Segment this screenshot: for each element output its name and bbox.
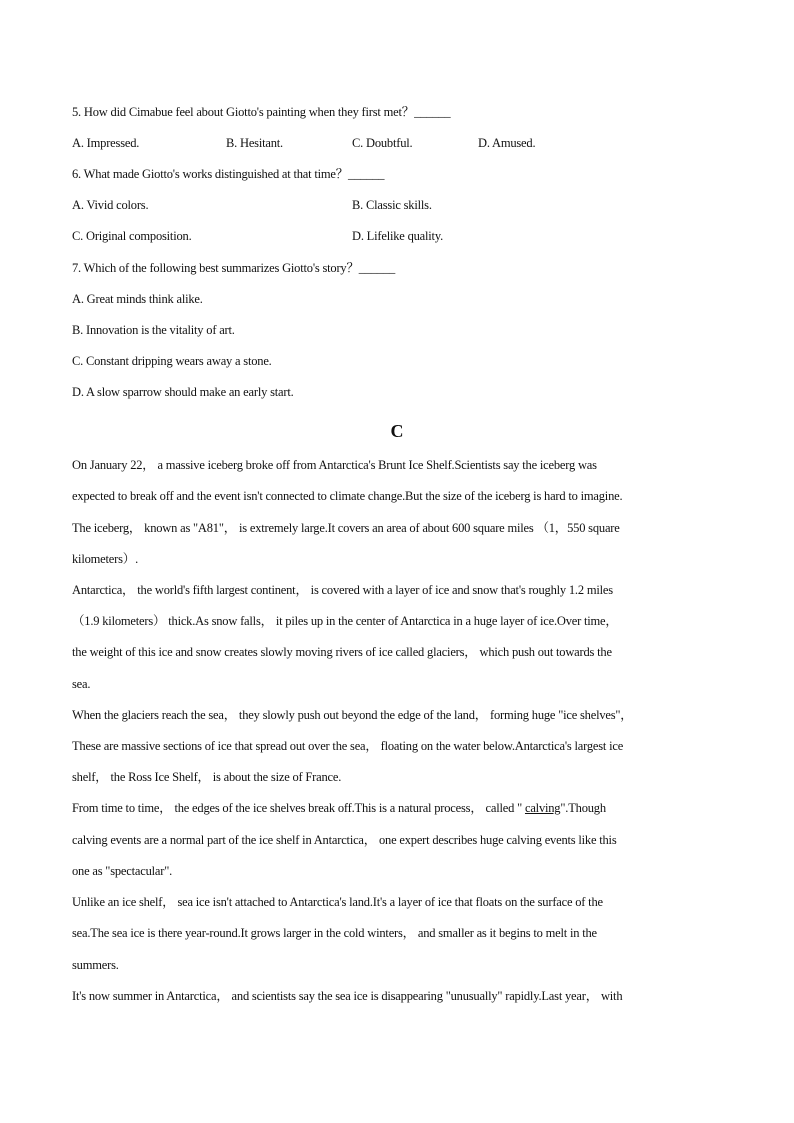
passage-line: one as "spectacular". bbox=[72, 864, 173, 878]
passage-line: Unlike an ice shelf， sea ice isn't attached to Antarctica's land.It's a layer of ice that floats on the surface of the bbox=[72, 895, 603, 909]
question-5-option-c: C. Doubtful. bbox=[352, 136, 413, 150]
question-5-option-b: B. Hesitant. bbox=[226, 136, 283, 150]
calving-line-after: ".Though bbox=[560, 801, 606, 815]
passage-line: The iceberg， known as "A81"， is extremely large.It covers an area of about 600 square miles （1，550 square bbox=[72, 521, 620, 535]
calving-term: calving bbox=[524, 801, 561, 815]
passage-line: When the glaciers reach the sea， they slowly push out beyond the edge of the land， forming huge "ice shelves"， bbox=[72, 708, 633, 722]
question-5-option-a: A. Impressed. bbox=[72, 136, 140, 150]
question-7-option-b: B. Innovation is the vitality of art. bbox=[72, 323, 235, 337]
question-7-option-a: A. Great minds think alike. bbox=[72, 292, 203, 306]
question-5-option-d: D. Amused. bbox=[478, 136, 536, 150]
question-5-stem: 5. How did Cimabue feel about Giotto's painting when they first met？______ bbox=[72, 105, 451, 119]
passage-line: These are massive sections of ice that spread out over the sea， floating on the water below.Antarctica's largest ice bbox=[72, 739, 624, 753]
question-7-stem: 7. Which of the following best summarizes Giotto's story？______ bbox=[72, 261, 396, 275]
passage-line: sea.The sea ice is there year-round.It grows larger in the cold winters， and smaller as it begins to melt in the bbox=[72, 926, 597, 940]
passage-line: calving events are a normal part of the ice shelf in Antarctica， one expert describes huge calving events like this bbox=[72, 833, 617, 847]
passage-line: kilometers）. bbox=[72, 552, 138, 566]
question-6-option-c: C. Original composition. bbox=[72, 229, 192, 243]
passage-line: Antarctica， the world's fifth largest continent， is covered with a layer of ice and snow that's roughly 1.2 miles bbox=[72, 583, 613, 597]
passage-line: expected to break off and the event isn't connected to climate change.But the size of the iceberg is hard to imagine. bbox=[72, 489, 623, 503]
question-6-option-a: A. Vivid colors. bbox=[72, 198, 149, 212]
passage-line: shelf， the Ross Ice Shelf， is about the size of France. bbox=[72, 770, 342, 784]
passage-line: the weight of this ice and snow creates slowly moving rivers of ice called glaciers， which push out towards the bbox=[72, 645, 612, 659]
question-6-option-b: B. Classic skills. bbox=[352, 198, 432, 212]
question-6-option-d: D. Lifelike quality. bbox=[352, 229, 443, 243]
calving-line-before: From time to time， the edges of the ice shelves break off.This is a natural process， called " bbox=[72, 801, 525, 815]
question-7-option-d: D. A slow sparrow should make an early start. bbox=[72, 385, 294, 399]
passage-line: summers. bbox=[72, 958, 119, 972]
passage-line-calving bbox=[72, 800, 606, 816]
passage-line: （1.9 kilometers） thick.As snow falls， it piles up in the center of Antarctica in a huge layer of ice.Over time， bbox=[72, 614, 618, 628]
section-heading: C bbox=[390, 421, 404, 441]
passage-line: sea. bbox=[72, 677, 91, 691]
question-6-stem: 6. What made Giotto's works distinguished at that time？______ bbox=[72, 167, 385, 181]
question-7-option-c: C. Constant dripping wears away a stone. bbox=[72, 354, 272, 368]
passage-line: On January 22， a massive iceberg broke off from Antarctica's Brunt Ice Shelf.Scientists say the iceberg was bbox=[72, 458, 597, 472]
passage-line: It's now summer in Antarctica， and scientists say the sea ice is disappearing "unusually" rapidly.Last year， with bbox=[72, 989, 623, 1003]
